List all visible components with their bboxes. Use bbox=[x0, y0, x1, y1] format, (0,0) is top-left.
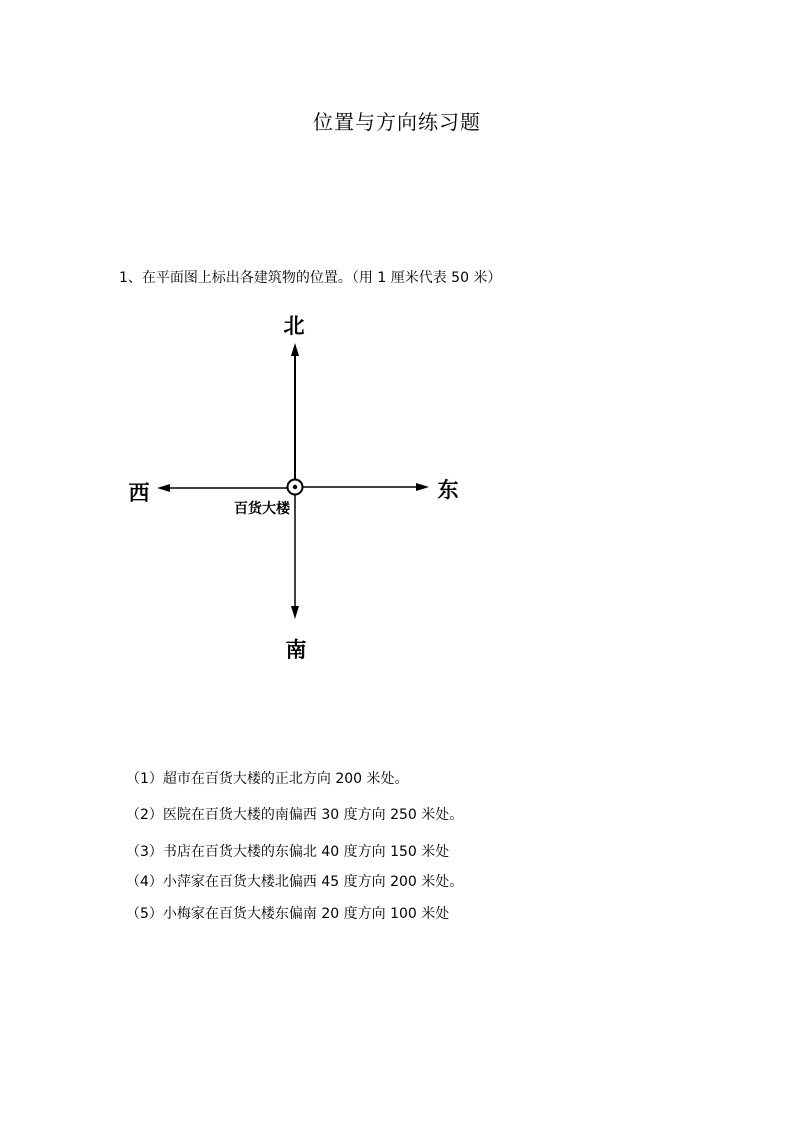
question-1: 1、在平面图上标出各建筑物的位置。（用 1 厘米代表 50 米） bbox=[119, 270, 502, 286]
list-item-5: （5）小梅家在百货大楼东偏南 20 度方向 100 米处 bbox=[126, 906, 450, 922]
center-building-label: 百货大楼 bbox=[234, 501, 290, 517]
center-marker-dot bbox=[293, 485, 297, 489]
list-item-2: （2）医院在百货大楼的南偏西 30 度方向 250 米处。 bbox=[126, 807, 464, 823]
north-label: 北 bbox=[283, 314, 305, 338]
list-item-1: （1）超市在百货大楼的正北方向 200 米处。 bbox=[126, 771, 409, 787]
list-item-4: （4）小萍家在百货大楼北偏西 45 度方向 200 米处。 bbox=[126, 874, 464, 890]
north-arrowhead bbox=[291, 343, 299, 356]
south-arrowhead bbox=[291, 606, 299, 619]
east-arrowhead bbox=[416, 483, 429, 491]
list-item-3: （3）书店在百货大楼的东偏北 40 度方向 150 米处 bbox=[126, 844, 450, 860]
west-label: 西 bbox=[128, 481, 150, 505]
page-title: 位置与方向练习题 bbox=[313, 110, 481, 134]
east-label: 东 bbox=[437, 478, 459, 502]
south-label: 南 bbox=[285, 638, 307, 662]
west-arrowhead bbox=[157, 484, 170, 492]
